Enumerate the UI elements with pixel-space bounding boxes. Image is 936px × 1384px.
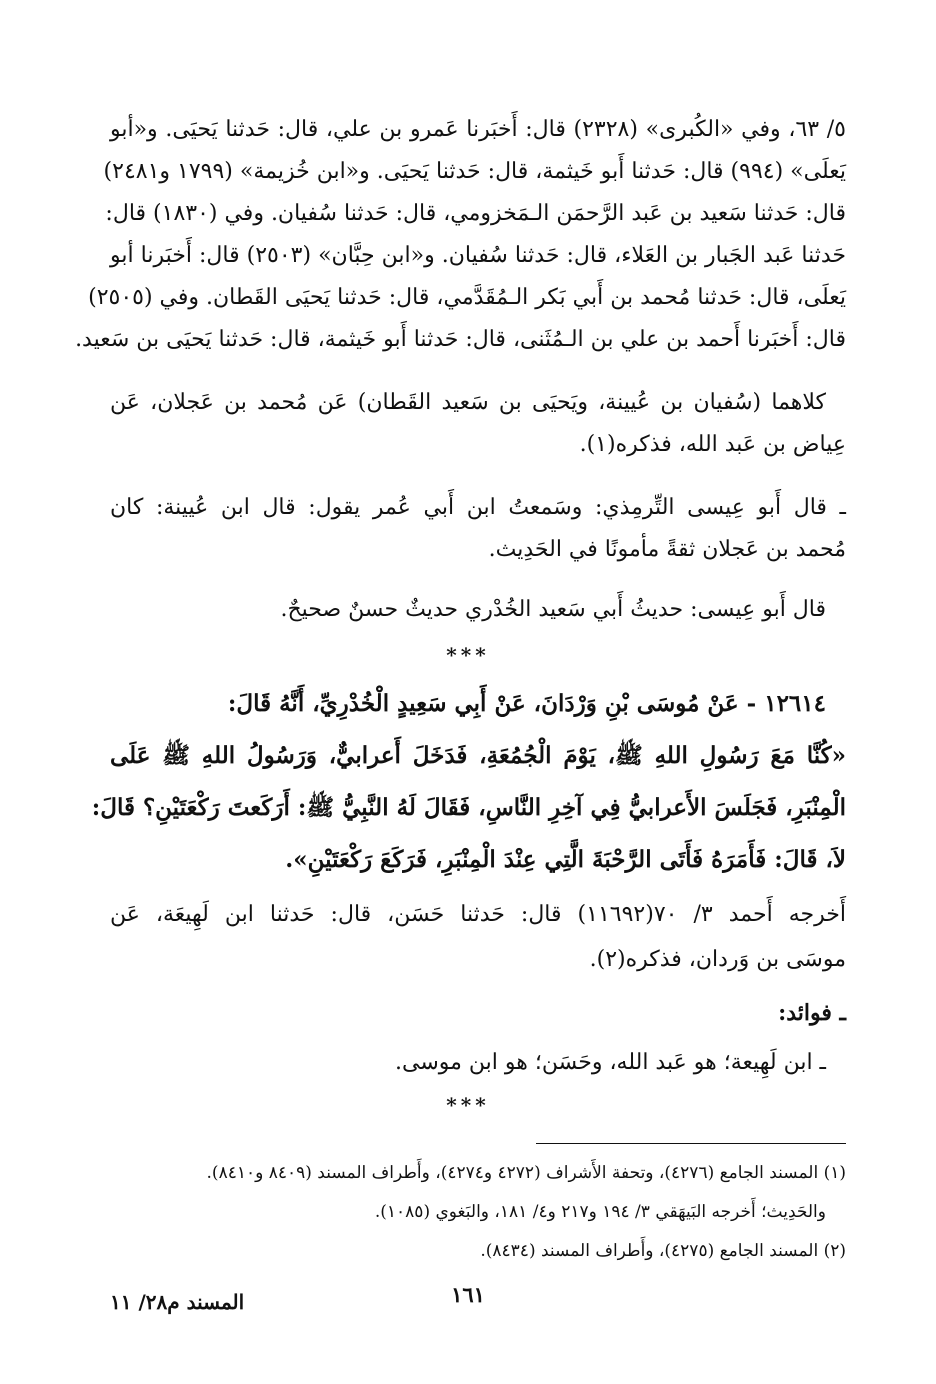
hadith-heading: ١٢٦١٤ - عَنْ مُوسَى بْنِ وَرْدَانَ، عَنْ أَبِي سَعِيدٍ الْخُدْرِيِّ، أَنَّهُ قَالَ: <box>227 690 826 717</box>
separator-stars: *** <box>446 1093 490 1117</box>
body-line: قال: أَخبَرنا أَحمد بن علي بن الـمُثَنى، قال: حَدثنا أَبو خَيثمة، قال: حَدثنا يَحيَى بن سَعيد. <box>75 327 846 352</box>
body-line: يَعلَى» (٩٩٤) قال: حَدثنا أَبو خَيثمة، قال: حَدثنا يَحيَى. و«ابن خُزيمة» (١٧٩٩ و٢٤٨١) <box>103 159 846 184</box>
hadith-line: «كُنَّا مَعَ رَسُولِ اللهِ ﷺ، يَوْمَ الْجُمُعَةِ، فَدَخَلَ أَعرابيٌّ، وَرَسُولُ اللهِ ﷺ عَلَى <box>110 742 846 769</box>
body-line: كلاهما (سُفيان بن عُيينة، ويَحيَى بن سَعيد القَطان) عَن مُحمد بن عَجلان، عَن <box>110 390 826 415</box>
body-line: أَخرجه أَحمد ٣/ ٧٠(١١٦٩٢) قال: حَدثنا حَسَن، قال: حَدثنا ابن لَهِيعَة، عَن <box>110 902 847 927</box>
body-line: موسَى بن وَردان، فذكره(٢). <box>589 947 846 972</box>
body-line: مُحمد بن عَجلان ثقةً مأمونًا في الحَدِيث. <box>488 537 846 562</box>
hadith-line: لاَ، قَالَ: فَأَمَرَهُ فَأَتَى الرَّحْبَةَ الَّتِي عِنْدَ الْمِنْبَرِ، فَرَكَعَ رَكْعَتَيْنِ». <box>285 846 846 873</box>
grading-line: قال أَبو عِيسى: حديثُ أَبي سَعيد الخُدْري حديثٌ حسنٌ صحيحٌ. <box>280 597 826 622</box>
body-line: ٥/ ٦٣، وفي «الكُبرى» (٢٣٢٨) قال: أَخبَرنا عَمرو بن علي، قال: حَدثنا يَحيَى. و«أبو <box>110 117 846 142</box>
footnote-rule <box>536 1143 846 1144</box>
body-line: يَعلَى، قال: حَدثنا مُحمد بن أَبي بَكر الـمُقَدَّمي، قال: حَدثنا يَحيَى القَطان. وفي (٢٥٠٥) <box>88 285 846 310</box>
page-number: ١٦١ <box>451 1282 485 1307</box>
fawaid-heading: ـ فوائد: <box>778 1000 846 1026</box>
fawaid-line: ـ ابن لَهِيعة؛ هو عَبد الله، وحَسَن؛ هو ابن موسى. <box>395 1050 826 1075</box>
body-line: عِياض بن عَبد الله، فذكره(١). <box>579 432 846 457</box>
footnote-line: (١) المسند الجامع (٤٢٧٦)، وتحفة الأَشراف (٤٢٧٢ و٤٢٧٤)، وأَطراف المسند (٨٤٠٩ و٨٤١٠). <box>206 1163 846 1183</box>
body-line: قال: حَدثنا سَعيد بن عَبد الرَّحمَن الـمَخزومي، قال: حَدثنا سُفيان. وفي (١٨٣٠) قال: <box>105 201 846 226</box>
separator-stars: *** <box>446 643 490 667</box>
body-line: ـ قال أَبو عِيسى التِّرمِذي: وسَمعتُ ابن أَبي عُمر يقول: قال ابن عُيينة: كان <box>110 495 846 520</box>
footnote-line: والحَدِيث؛ أَخرجه البَيهَقي ٣/ ١٩٤ و٢١٧ و٤/ ١٨١، والبَغوي (١٠٨٥). <box>374 1202 826 1222</box>
body-line: حَدثنا عَبد الجَبار بن العَلاء، قال: حَدثنا سُفيان. و«ابن حِبَّان» (٢٥٠٣) قال: أَخبَرنا أبو <box>110 243 846 268</box>
printer-signature: المسند م٢٨/ ١١ <box>110 1290 245 1314</box>
footnote-line: (٢) المسند الجامع (٤٢٧٥)، وأَطراف المسند (٨٤٣٤). <box>480 1241 846 1261</box>
hadith-line: الْمِنْبَرِ، فَجَلَسَ الأَعرابيُّ فِي آخِرِ النَّاسِ، فَقَالَ لَهُ النَّبِيُّ ﷺ: أَرَكَعتَ رَكْعَتَيْنِ؟ قَالَ: <box>91 794 846 821</box>
